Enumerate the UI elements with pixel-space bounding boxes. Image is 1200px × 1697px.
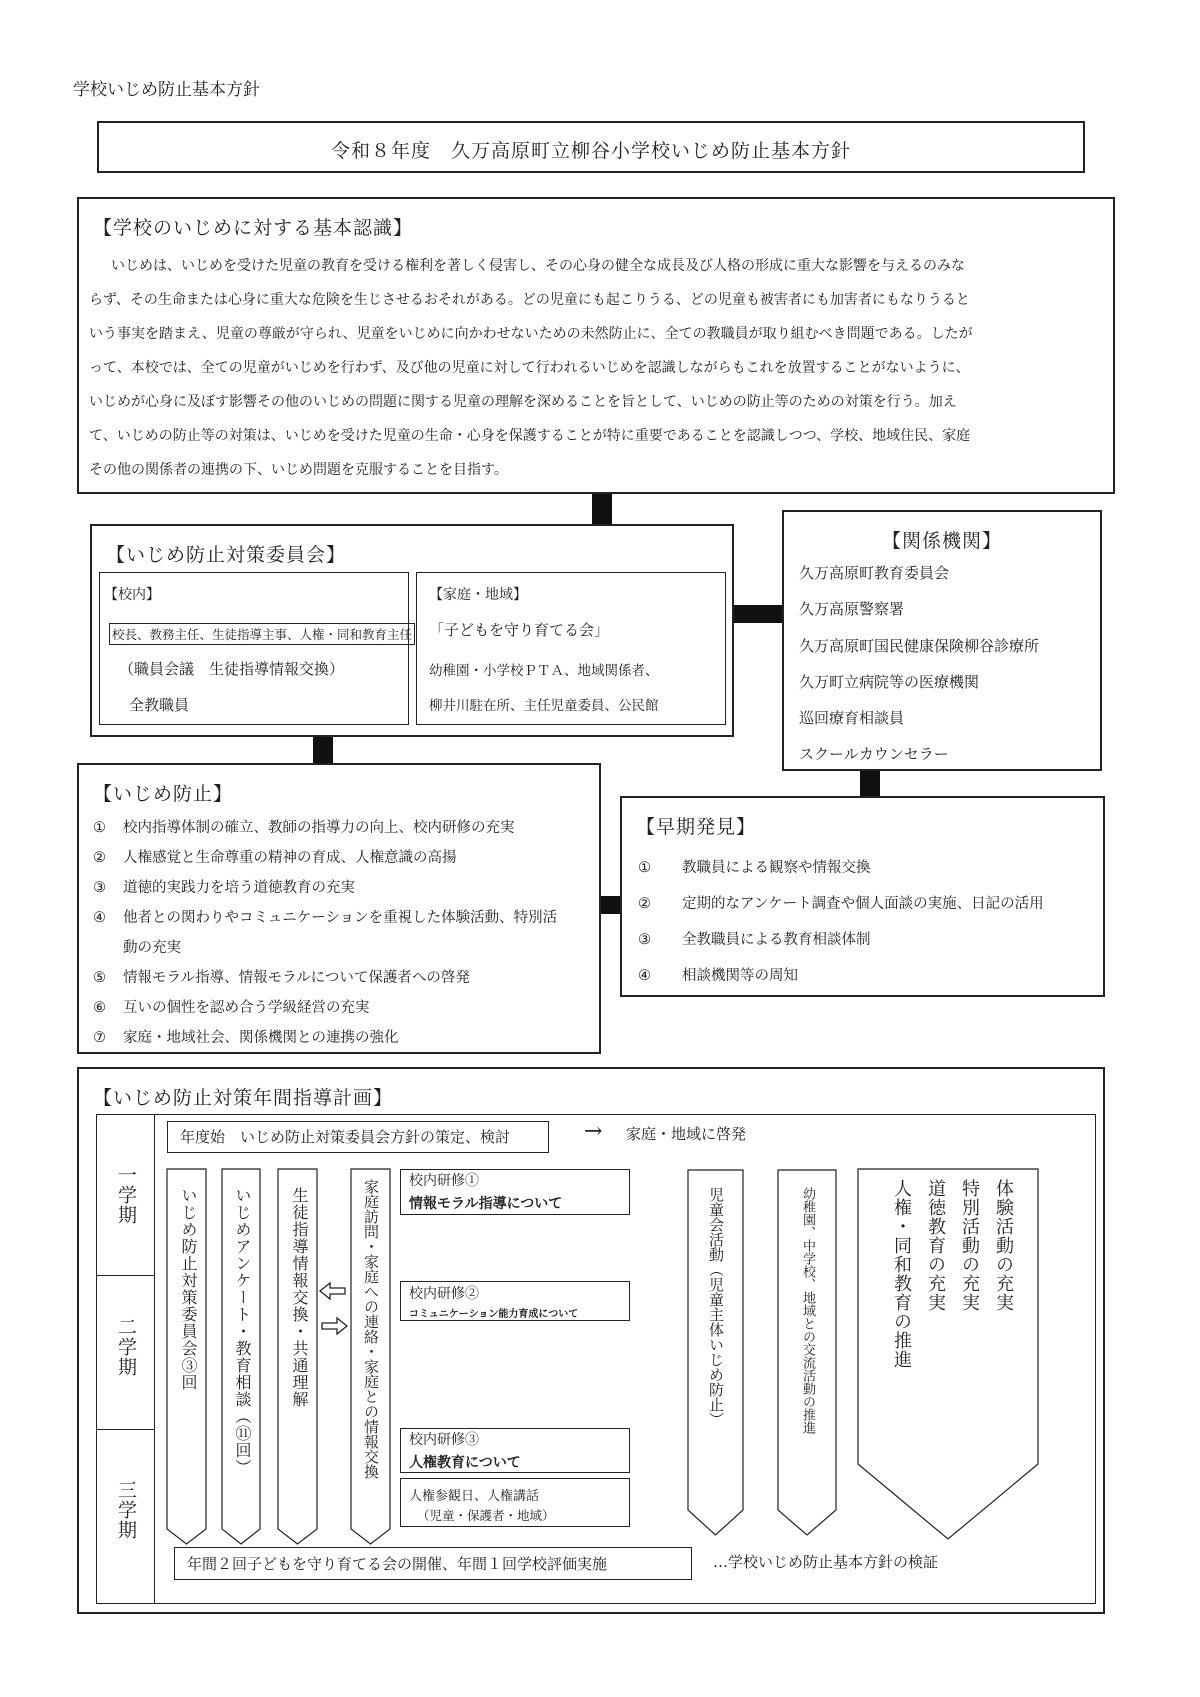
- committee-school-box: [99, 572, 413, 725]
- training-3-topic: 人権教育について: [409, 1455, 521, 1471]
- early-item: ④ 相談機関等の周知: [638, 968, 798, 984]
- training-3-label: 校内研修③: [409, 1432, 479, 1448]
- basic-line: って、本校では、全ての児童がいじめを行わず、及び他の児童に対して行われるいじめを認識しながらもこれを放置することがないように、: [89, 360, 970, 376]
- col-exchange: 幼稚園、中学校、地域との交流活動の推進: [800, 1187, 815, 1434]
- agencies-section: [782, 510, 1102, 771]
- agency-item: 久万高原町国民健康保険柳谷診療所: [799, 637, 1040, 655]
- col-survey: いじめアンケート・教育相談（⑪回）: [233, 1187, 252, 1476]
- prevention-item: ⑦ 家庭・地域社会、関係機関との連携の強化: [93, 1030, 399, 1046]
- training-3-box: [400, 1428, 630, 1473]
- prevention-item: ① 校内指導体制の確立、教師の指導力の向上、校内研修の充実: [93, 820, 515, 836]
- basic-line: いじめが心身に及ぼす影響その他のいじめの問題に関する児童の理解を深めることを旨として、いじめの防止等のための対策を行う。加え: [89, 394, 957, 410]
- col-big-item: 人権・同和教育の推進: [891, 1179, 912, 1369]
- observation-sub: （児童・保護者・地域）: [417, 1508, 555, 1523]
- prevention-item: ④ 他者との関わりやコミュニケーションを重視した体験活動、特別活: [93, 910, 558, 926]
- arrow-icon: →: [584, 1119, 603, 1144]
- bottom-text: 年間２回子どもを守り育てる会の開催、年間１回学校評価実施: [187, 1555, 608, 1573]
- community-group: 「子どもを守り育てる会」: [429, 621, 610, 639]
- early-item: ① 教職員による観察や情報交換: [638, 860, 871, 876]
- community-members: 柳井川駐在所、主任児童委員、公民館: [429, 698, 659, 714]
- basic-line: いじめは、いじめを受けた児童の教育を受ける権利を著しく侵害し、その心身の健全な成長及び人格の形成に重大な影響を与えるのみな: [111, 258, 965, 274]
- basic-line: らず、その生命または心身に重大な危険を生じさせるおそれがある。どの児童にも起こりうる、どの児童も被害者にも加害者にもなりうると: [89, 292, 970, 308]
- basic-line: て、いじめの防止等の対策は、いじめを受けた児童の生命・心身を保護することが特に重要であることを認識しつつ、学校、地域住民、家庭: [89, 428, 971, 444]
- col-big-item: 道徳教育の充実: [925, 1179, 946, 1312]
- page-header: 学校いじめ防止基本方針: [73, 80, 260, 100]
- early-detection-heading: 【早期発見】: [636, 816, 757, 838]
- prevention-item-continued: 動の充実: [123, 940, 181, 956]
- basic-line: その他の関係者の連携の下、いじめ問題を克服することを目指す。: [89, 462, 508, 478]
- col-big-item: 特別活動の充実: [959, 1179, 980, 1312]
- basic-recognition-section: [77, 197, 1115, 494]
- agency-item: スクールカウンセラー: [799, 745, 949, 763]
- term-2: 二学期: [115, 1317, 137, 1377]
- early-item: ③ 全教職員による教育相談体制: [638, 932, 871, 948]
- connector: [860, 771, 880, 796]
- annual-plan-heading: 【いじめ防止対策年間指導計画】: [93, 1087, 394, 1109]
- training-1-box: [400, 1169, 630, 1215]
- prevention-item: ⑥ 互いの個性を認め合う学級経営の充実: [93, 1000, 370, 1016]
- agencies-heading: 【関係機関】: [881, 530, 1002, 552]
- bottom-box: [174, 1547, 692, 1580]
- school-all-staff: 全教職員: [129, 696, 190, 714]
- basic-line: いう事実を踏まえ、児童の尊厳が守られ、児童をいじめに向かわせないための未然防止に、全ての教職員が取り組むべき問題である。したが: [89, 326, 973, 342]
- connector: [313, 737, 333, 763]
- community-members: 幼稚園・小学校ＰＴＡ、地域関係者、: [429, 663, 659, 679]
- basic-recognition-heading: 【学校のいじめに対する基本認識】: [93, 217, 414, 239]
- observation-text: 人権参観日、人権講話: [409, 1489, 540, 1504]
- term-3: 三学期: [115, 1480, 137, 1540]
- committee-heading: 【いじめ防止対策委員会】: [106, 544, 347, 566]
- annual-plan-section: [77, 1067, 1105, 1614]
- col-info-exchange: 生徒指導情報交換・共通理解: [290, 1187, 309, 1408]
- connector: [600, 896, 620, 914]
- training-2-box: [400, 1281, 630, 1321]
- prevention-item: ② 人権感覚と生命尊重の精神の育成、人権意識の高揚: [93, 850, 457, 866]
- school-label: 【校内】: [104, 587, 160, 603]
- prevention-item: ③ 道徳的実践力を培う道徳教育の充実: [93, 880, 355, 896]
- committee-section: [90, 524, 734, 737]
- prevention-section: [77, 763, 601, 1054]
- committee-community-box: [416, 572, 726, 725]
- connector: [592, 494, 612, 524]
- verify-text: …学校いじめ防止基本方針の検証: [713, 1553, 939, 1571]
- school-members: 校長、教務主任、生徒指導主事、人権・同和教育主任: [109, 623, 415, 645]
- year-start-text: 年度始 いじめ防止対策委員会方針の策定、検討: [180, 1128, 511, 1146]
- term-1: 一学期: [115, 1165, 137, 1225]
- prevention-heading: 【いじめ防止】: [93, 783, 234, 805]
- early-detection-section: [620, 796, 1105, 997]
- training-1-topic: 情報モラル指導について: [409, 1196, 563, 1212]
- col-big-item: 体験活動の充実: [993, 1179, 1014, 1312]
- connector: [734, 605, 782, 623]
- col-home-visit: 家庭訪問・家庭への連絡・家庭との情報交換: [362, 1179, 380, 1479]
- training-1-label: 校内研修①: [409, 1173, 479, 1189]
- agency-item: 久万町立病院等の医療機関: [799, 673, 980, 691]
- enlighten-text: 家庭・地域に啓発: [626, 1125, 747, 1143]
- community-label: 【家庭・地域】: [429, 587, 527, 603]
- col-committee: いじめ防止対策委員会③回: [179, 1187, 198, 1391]
- training-2-label: 校内研修②: [409, 1286, 479, 1302]
- school-meetings: （職員会議 生徒指導情報交換）: [119, 660, 345, 678]
- training-2-topic: コミュニケーション能力育成について: [409, 1309, 579, 1320]
- col-student-council: 児童会活動（児童主体いじめ防止）: [707, 1187, 725, 1427]
- page-title: 令和８年度 久万高原町立柳谷小学校いじめ防止基本方針: [330, 140, 851, 162]
- agency-item: 久万高原警察署: [799, 600, 905, 618]
- observation-box: [400, 1478, 630, 1527]
- prevention-item: ⑤ 情報モラル指導、情報モラルについて保護者への啓発: [93, 970, 470, 986]
- agency-item: 巡回療育相談員: [799, 709, 905, 727]
- early-item: ② 定期的なアンケート調査や個人面談の実施、日記の活用: [638, 896, 1044, 912]
- agency-item: 久万高原町教育委員会: [799, 564, 950, 582]
- title-box: [97, 121, 1085, 173]
